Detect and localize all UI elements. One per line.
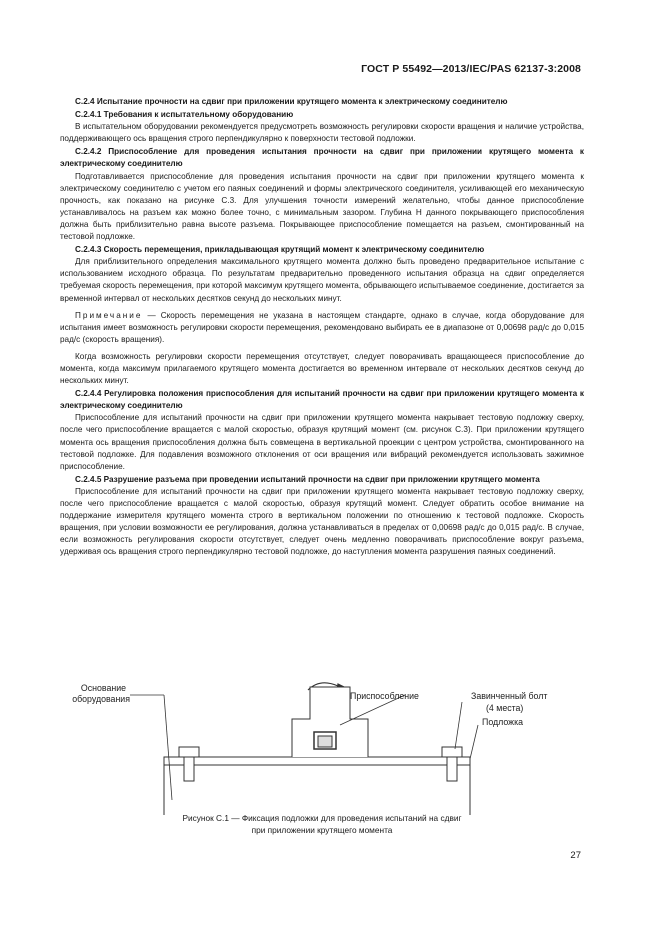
label-bolt-1: Завинченный болт [471, 691, 548, 701]
note-label: Примечание [75, 310, 143, 320]
equipment-base [164, 765, 470, 815]
figure-drawing [60, 655, 584, 815]
note [60, 310, 584, 346]
label-fixture: Приспособление [350, 691, 419, 701]
label-base-2: оборудования [72, 694, 130, 704]
document-header: ГОСТ Р 55492—2013/IEC/PAS 62137-3:2008 [361, 63, 581, 75]
label-base-1: Основание [80, 683, 126, 693]
figure-caption [60, 813, 584, 836]
page-number: 27 [570, 850, 581, 861]
section-title: С.2.4.2 Приспособление для проведения испытания прочности на сдвиг при приложении крутящего момента к электрическому соединителю [60, 147, 584, 169]
section-title: С.2.4.4 Регулировка положения приспособления для испытаний прочности на сдвиг при приложении крутящего момента к электрическому соединителю [60, 389, 584, 411]
paragraph: Приспособление для испытаний прочности на сдвиг при приложении крутящего момента накрывает тестовую подложку сверху, после чего приспособление вращается с малой скоростью, образуя крутящий момент. Следует обратить особое внимание на поддержание измерителя крутящего момента строго в вертикальном положении по отношению к тестовой подложке. Скорость вращения, при условии возможности ее регулирования, должна устанавливаться в пределах от 0,00698 рад/с до 0,015 рад/с. В случае, если возможность регулирования скорости отсутствует, следует очень медленно поворачивать приспособление вокруг разъема, удерживая ось вращения строго перпендикулярно тестовой подложке, до наступления момента разрушения паяных соединений. [60, 486, 584, 557]
substrate [164, 757, 470, 765]
paragraph: Когда возможность регулировки скорости перемещения отсутствует, следует поворачивать вращающееся приспособление до момента, когда максимум прилагаемого крутящего момента достигается во временном интервале от нескольких десятков секунд до нескольких минут. [60, 351, 584, 386]
section-title: С.2.4.3 Скорость перемещения, прикладывающая крутящий момент к электрическому соединителю [75, 245, 485, 255]
caption-line-2: при приложении крутящего момента [251, 824, 393, 835]
caption-line-1: Рисунок С.1 — Фиксация подложки для проведения испытаний на сдвиг [182, 813, 462, 823]
label-bolt-2: (4 места) [486, 703, 524, 713]
section-title: С.2.4.5 Разрушение разъема при проведении испытаний прочности на сдвиг при приложении крутящего момента [75, 474, 540, 484]
label-substrate: Подложка [482, 717, 523, 727]
paragraph: Подготавливается приспособление для проведения испытания прочности на сдвиг при приложении крутящего момента к электрическому соединителю с учетом его паяных соединений и формы электрического соединителя, усиливающей его механическую прочность, как показано на рисунке С.3. Для улучшения точности измерений желательно, чтобы данное приспособление устанавливалось на разъем как можно более точно, с минимальным зазором. Глубина H данного покрывающего приспособления должна быть приблизительно равна высоте разъема. Покрывающее приспособление помещается на разъем, смонтированный на тестовой подложке. [60, 171, 584, 242]
document-body [60, 95, 584, 558]
paragraph: Приспособление для испытаний прочности на сдвиг при приложении крутящего момента накрывает тестовую подложку сверху, после чего приспособление вращается с малой скоростью, образуя крутящий момент (см. рисунок С.3). При приложении крутящего момента ось вращения приспособления должна быть совмещена в вертикальной проекции с центром устройства, смонтированного на тестовой подложке. Для подавления возможного отклонения от оси вращения или вибраций рекомендуется использовать зажимное приспособление. [60, 413, 584, 471]
note-text: — Скорость перемещения не указана в настоящем стандарте, однако в случае, когда оборудование для испытания имеет возможность регулировки скорости перемещения, рекомендовано выбирать ее в диапазоне от 0,00698 рад/с до 0,015 рад/с (скорость вращения). [60, 310, 584, 344]
paragraph: В испытательном оборудовании рекомендуется предусмотреть возможность регулировки скорости вращения и наличие устройства, поддерживающего ось вращения строго перпендикулярно к поверхности тестовой подложки. [60, 122, 584, 144]
figure-c1 [60, 655, 584, 815]
paragraph: Для приблизительного определения максимального крутящего момента должно быть проведено предварительное испытание с использованием исходного образца. По результатам предварительно проведенного испытания образца на сдвиг определяется требуемая скорость перемещения, при которой максимум крутящего момента, обрывающего испытываемое соединение, достигается за временной интервал от нескольких десятков секунд до нескольких минут. [60, 257, 584, 303]
section-title: С.2.4 Испытание прочности на сдвиг при приложении крутящего момента к электрическому соединителю [75, 97, 508, 106]
section-title: С.2.4.1 Требования к испытательному оборудованию [75, 110, 294, 120]
